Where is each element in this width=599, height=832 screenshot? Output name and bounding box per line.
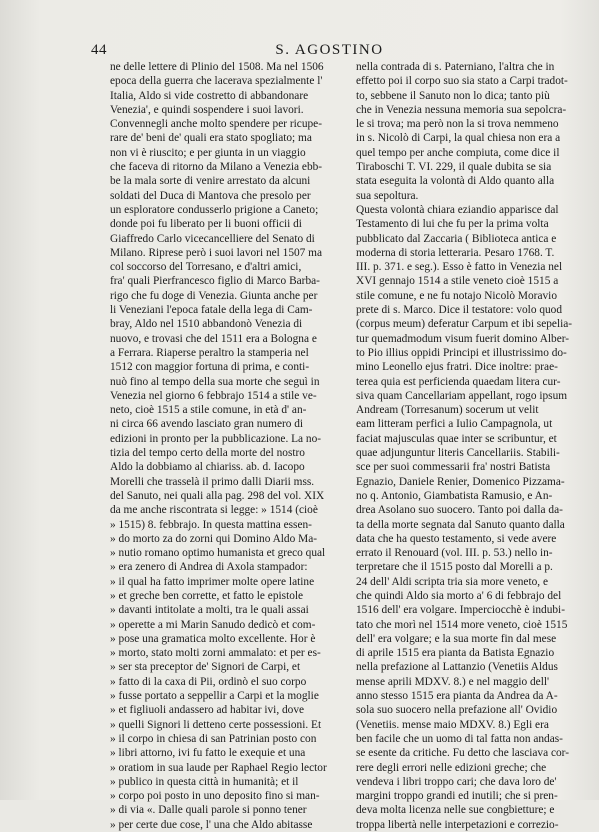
quoted-line: » nutio romano optimo humanista et greco qual	[110, 546, 342, 560]
text-line: 24 dell' Aldi scripta tria sia more veneto, e	[356, 575, 548, 588]
quoted-line: » fusse portato a seppellir a Carpi et la moglie	[110, 689, 342, 703]
text-line: nella contrada di s. Paterniano, l'altra che in	[356, 61, 555, 73]
quoted-line: » operette a mi Marin Sanudo dedicò et com-	[110, 618, 342, 632]
quoted-line: » di via «. Dalle quali parole si ponno tener	[110, 803, 342, 817]
text-line: non vi è riuscito; e per giunta in un viaggio	[110, 146, 306, 159]
quoted-line: » do morto za do zorni qui Domino Aldo Ma-	[110, 532, 342, 546]
quoted-line: » era zenero di Andrea di Axola stampador:	[110, 560, 342, 574]
text-line: tato che morì nel 1514 more veneto, cioè 1515	[356, 618, 568, 631]
quoted-line: » et figliuoli andassero ad habitar ivi, dove	[110, 703, 342, 717]
text-line: soldati del Duca di Mantova che presolo per	[110, 189, 311, 202]
text-line: nuovo, e trovasi che del 1511 era a Bologna e	[110, 332, 317, 345]
quoted-line: » oratiom in sua laude per Raphael Regio lector	[110, 761, 342, 775]
quoted-line: » et greche ben corrette, et fatto le epistole	[110, 589, 342, 603]
quoted-line: » libri attorno, ivi fu fatto le exequie et una	[110, 746, 342, 760]
text-line: Giaffredo Carlo vicecancelliere del Senato di	[110, 232, 315, 245]
text-line: Morelli che trasselà il primo dalli Diarii mss.	[110, 475, 315, 488]
left-column	[110, 60, 342, 832]
text-line: (corpus meum) deferatur Carpum et ibi sepelia-	[356, 318, 573, 331]
text-line: col soccorso del Torresano, e d'altri amici,	[110, 261, 302, 274]
text-line: prete di s. Marco. Dice il testatore: volo quod	[356, 304, 563, 317]
text-line: Questa volontà chiara eziandio apparisce dal	[356, 203, 559, 216]
text-line: anno stesso 1515 era pianta da Andrea da A-	[356, 690, 558, 703]
text-line: neto, cioè 1515 a stile comune, in età d' an-	[110, 404, 307, 417]
text-line: fra' quali Pierfrancesco figlio di Marco Barba-	[110, 275, 320, 288]
text-line: Andream (Torresanum) socerum ut velit	[356, 404, 539, 417]
text-line: deva molta licenza nelle sue congbietture; e	[356, 804, 555, 817]
text-line: se esente da critiche. Fu detto che lasciava cor-	[356, 747, 569, 760]
text-line: ben facile che un uomo di tal fatta non andas-	[356, 732, 563, 745]
text-line: li Veneziani l'epoca fatale della lega di Cam-	[110, 304, 313, 317]
text-line: bray, Aldo nel 1510 abbandonò Venezia di	[110, 318, 303, 331]
text-line: mino Leonello ejus fratri. Dice inoltre: prae-	[356, 361, 558, 374]
text-line: donde poi fu liberato per li buoni officii di	[110, 218, 302, 231]
text-line: che quindi Aldo sia morto a' 6 di febbrajo del	[356, 589, 562, 602]
text-line: no q. Antonio, Giambatista Ramusio, e An-	[356, 489, 553, 502]
text-line: 1516 dell' era volgare. Imperciocchè è indubi-	[356, 604, 565, 617]
right-column	[356, 60, 588, 832]
text-line: errato il Renouard (vol. III. p. 53.) nello in-	[356, 547, 553, 560]
quoted-line: » ser sta preceptor de' Signori de Carpi, et	[110, 660, 342, 674]
text-line: che faceva di ritorno da Milano a Venezia ebb-	[110, 161, 323, 174]
text-line: effetto poi il corpo suo sia stato a Carpi tradot-	[356, 75, 568, 88]
quoted-line: » il corpo in chiesa di san Patrinian posto con	[110, 732, 342, 746]
text-line: be la mala sorte di venire arrestato da alcuni	[110, 175, 311, 188]
text-line: in s. Nicolò di Carpi, la qual chiesa non era a	[356, 132, 561, 145]
text-line: » 1515) 8. febbrajo. In questa mattina essen-	[110, 518, 312, 531]
text-line: rare de' beni de' quali era stato spogliato; ma	[110, 132, 312, 145]
text-line: Venezia nel giorno 6 febbrajo 1514 a stile ve-	[110, 389, 317, 402]
text-line: III. p. 371. e seg.). Esso è fatto in Venezia nel	[356, 261, 563, 274]
quoted-line: » corpo poi posto in uno deposito fino si man-	[110, 789, 342, 803]
text-line: to Pio illius oppidi Principi et illustrissimo do-	[356, 346, 567, 359]
text-line: un esploratore condusserlo prigione a Caneto;	[110, 203, 319, 216]
text-line: tizia del tempo certo della morte del nostro	[110, 447, 305, 460]
text-line: sua sepoltura.	[356, 189, 419, 202]
quoted-line: » davanti intitolate a molti, tra le quali assai	[110, 603, 342, 617]
text-line: stata eseguita la volontà di Aldo quanto alla	[356, 175, 555, 188]
text-line: to, sebbene il Sanuto non lo dica; tanto più	[356, 89, 550, 102]
page-number: 44	[91, 42, 107, 58]
text-line: ne delle lettere di Plinio del 1508. Ma nel 1506	[110, 61, 324, 73]
text-line: rigo che fu doge di Venezia. Giunta anche per	[110, 289, 318, 302]
quoted-line: » quelli Signori li detteno certe possessioni. Et	[110, 718, 342, 732]
text-line: XVI gennajo 1514 a stile veneto cioè 1515 a	[356, 275, 559, 288]
text-line: Milano. Riprese però i suoi lavori nel 1507 ma	[110, 246, 323, 259]
text-line: tur quemadmodum visum fuerit domino Alber-	[356, 332, 570, 345]
text-line: data che ha questo testamento, si vede avere	[356, 532, 557, 545]
quoted-line: » il qual ha fatto imprimer molte opere latine	[110, 575, 342, 589]
text-line: faciat majusculas quae inter se scribuntur, et	[356, 432, 557, 445]
text-line: Convennegli anche molto spendere per ricupe-	[110, 118, 322, 131]
text-line: quel tempo per anche compiuta, come dice il	[356, 146, 560, 159]
quoted-line: » publico in questa città in humanità; et il	[110, 775, 342, 789]
text-line: del Sanuto, nei quali alla pag. 298 del vol. XIX	[110, 489, 325, 502]
text-line: dell' era volgare; e la sua morte fin dal mese	[356, 632, 557, 645]
text-line: margini troppo grandi ed inutili; che si pren-	[356, 790, 558, 803]
text-line: terpretare che il 1515 posto dal Morelli a p.	[356, 561, 553, 574]
text-line: Egnazio, Daniele Renier, Domenico Pizzama-	[356, 475, 565, 488]
running-title: S. AGOSTINO	[275, 42, 384, 58]
text-line: pubblicato dal Zaccaria ( Biblioteca antica e	[356, 232, 557, 245]
text-line: di aprile 1515 era pianta da Batista Egnazio	[356, 647, 555, 660]
text-line: siva quam Cancellariam appellant, rogo ipsum	[356, 389, 568, 402]
text-line: nuò fino al tempo della sua morte che seguì in	[110, 375, 320, 388]
text-line: mense aprili MDXV. 8.) e nel maggio dell'	[356, 675, 550, 688]
text-line: sce per suoi commessarii fra' nostri Batista	[356, 461, 551, 474]
text-line: Testamento di lui che fu per la prima volta	[356, 218, 549, 231]
text-line: a Ferrara. Riaperse peraltro la stamperia nel	[110, 346, 309, 359]
text-line: Aldo la dobbiamo al chiariss. ab. d. Iacopo	[110, 461, 305, 474]
quoted-line: » fatto di la caxa di Pii, ordinò el suo corpo	[110, 675, 342, 689]
text-line: Venezia', e quindi sospendere i suoi lavori.	[110, 103, 304, 116]
text-line: epoca della guerra che lacerava spezialmente l'	[110, 75, 323, 88]
text-line: le si trova; ma però non la si trova nemmeno	[356, 118, 559, 131]
text-line: Tiraboschi T. VI. 229, il quale dubita se sia	[356, 161, 552, 174]
text-line: (Venetiis. mense maio MDXV. 8.) Egli era	[356, 718, 549, 731]
text-line: 1512 con maggior fortuna di prima, e conti-	[110, 361, 310, 374]
text-line: vendeva i libri troppo cari; che dava loro de'	[356, 775, 557, 788]
text-line: nella prefazione al Lattanzio (Venetiis Aldus	[356, 661, 558, 674]
text-line: edizioni in pronto per la pubblicazione. La no-	[110, 432, 322, 445]
text-line: da me anche riscontrata si legge: » 1514 (cioè	[110, 504, 318, 517]
text-line: moderna di storia letteraria. Pesaro 1768. T.	[356, 246, 555, 259]
text-line: sola suo suocero nella prefazione all' Ovidio	[356, 704, 558, 717]
text-line: ta della morte segnata dal Sanuto quanto dalla	[356, 518, 565, 531]
text-line: terea quia est perficienda quaedam litera cur-	[356, 375, 561, 388]
text-line: stile comune, e ne fu notajo Nicolò Moravio	[356, 289, 557, 302]
text-line: eam litteram perfici a Iulio Campagnola, ut	[356, 418, 553, 431]
text-line: ni circa 66 avendo lasciato gran numero di	[110, 418, 304, 431]
text-line: troppa libertà nelle interpetazioni e correzio-	[356, 818, 559, 831]
quoted-line: » per certe due cose, l' una che Aldo abitasse	[110, 818, 342, 832]
quoted-line: » morto, stato molti zorni ammalato: et per es-	[110, 646, 342, 660]
text-line: drea Asolano suo suocero. Tanto poi dalla da-	[356, 504, 563, 517]
text-line: Italia, Aldo si vide costretto di abbandonare	[110, 89, 309, 102]
text-line: quae adjunguntur literis Cancellariis. Stabili-	[356, 447, 560, 460]
quoted-line: » pose una gramatica molto excellente. Hor è	[110, 632, 342, 646]
text-line: che in Venezia nessuna memoria sua sepolcra-	[356, 103, 567, 116]
text-line: rere degli errori nelle edizioni greche; che	[356, 761, 547, 774]
